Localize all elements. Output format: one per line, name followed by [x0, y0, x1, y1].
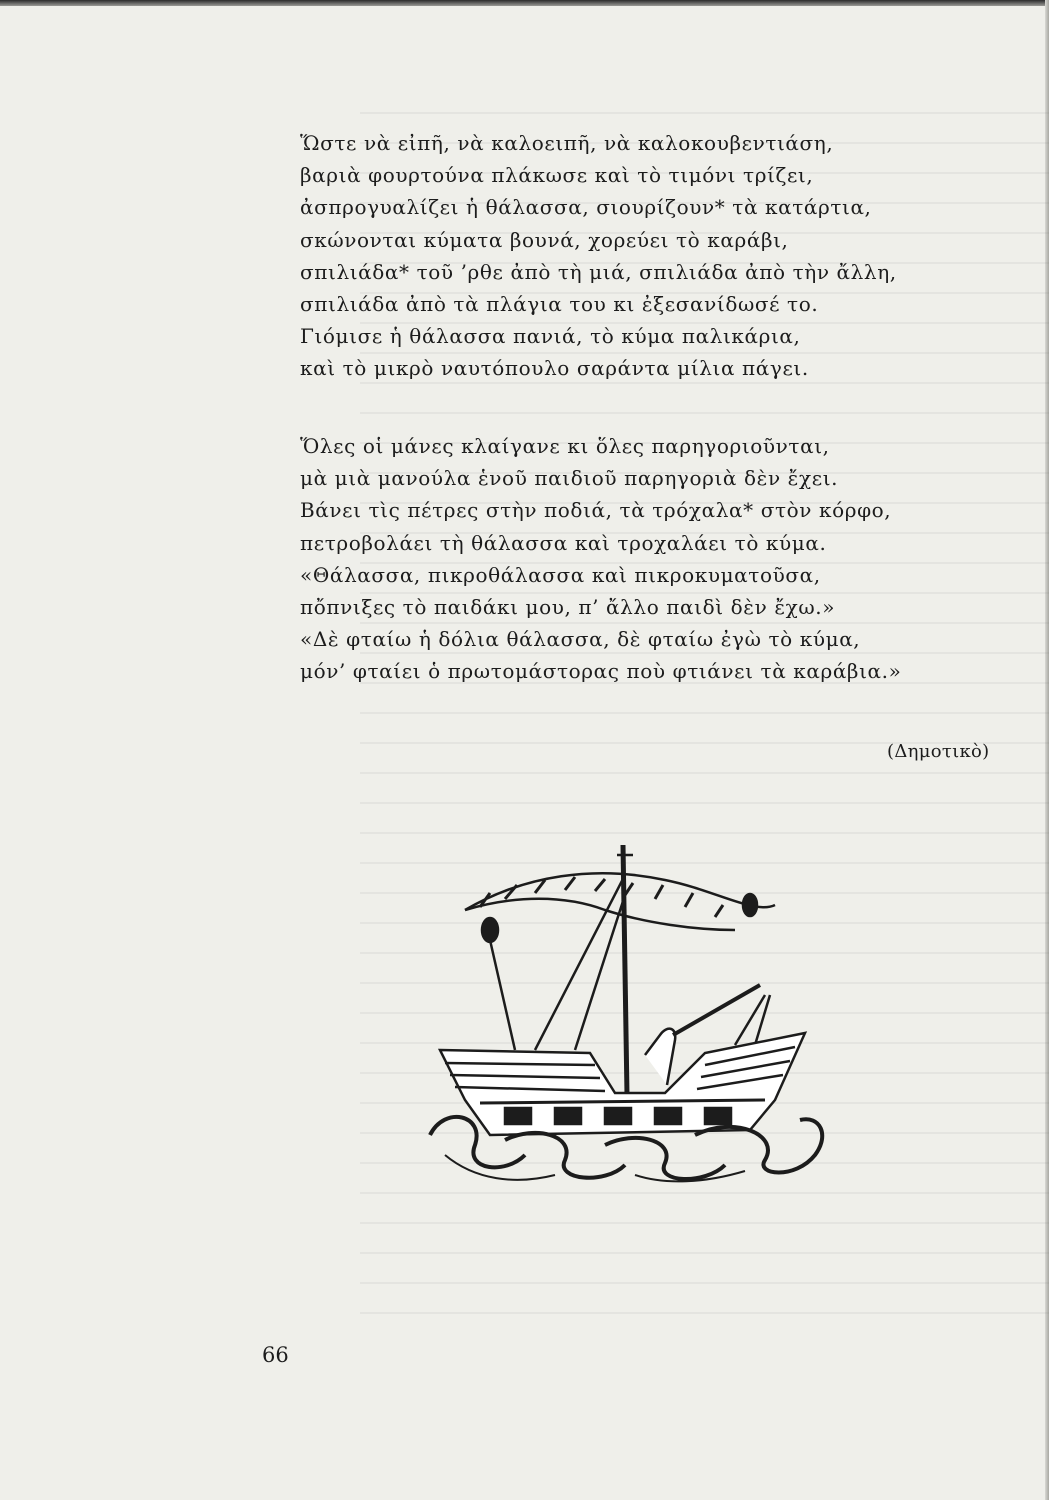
- poem-stanza-2: [300, 430, 1020, 688]
- verse-line: μόν’ φταίει ὁ πρωτομάστορας ποὺ φτιάνει τὰ καράβια.»: [300, 659, 902, 684]
- verse-line: σπιλιάδα ἀπὸ τὰ πλάγια του κι ἐξεσανίδωσέ το.: [300, 292, 819, 317]
- ship-illustration: [405, 835, 835, 1189]
- poem-attribution: (Δημοτικὸ): [887, 741, 990, 762]
- verse-line: Βάνει τὶς πέτρες στὴν ποδιά, τὰ τρόχαλα* στὸν κόρφο,: [300, 498, 892, 523]
- verse-line: πὄπνιξες τὸ παιδάκι μου, π’ ἄλλο παιδὶ δὲν ἔχω.»: [300, 595, 836, 620]
- verse-line: ἀσπρογυαλίζει ἡ θάλασσα, σιουρίζουν* τὰ κατάρτια,: [300, 195, 872, 220]
- verse-line: Γιόμισε ἡ θάλασσα πανιά, τὸ κύμα παλικάρια,: [300, 324, 801, 349]
- sailing-ship-on-waves-illustration: [405, 835, 835, 1185]
- verse-line: πετροβολάει τὴ θάλασσα καὶ τροχαλάει τὸ κύμα.: [300, 530, 827, 555]
- verse-line: «Δὲ φταίω ἡ δόλια θάλασσα, δὲ φταίω ἐγὼ τὸ κύμα,: [300, 627, 861, 652]
- verse-line: Ὥστε νὰ εἰπῆ, νὰ καλοειπῆ, νὰ καλοκουβεντιάση,: [300, 131, 834, 155]
- verse-line: καὶ τὸ μικρὸ ναυτόπουλο σαράντα μίλια πάγει.: [300, 356, 809, 381]
- page-number: 66: [262, 1343, 289, 1367]
- verse-line: βαριὰ φουρτούνα πλάκωσε καὶ τὸ τιμόνι τρίζει,: [300, 163, 814, 188]
- page-right-edge: [1045, 0, 1049, 1500]
- verse-line: σκώνονται κύματα βουνά, χορεύει τὸ καράβι,: [300, 227, 789, 252]
- verse-line: σπιλιάδα* τοῦ ’ρθε ἀπὸ τὴ μιά, σπιλιάδα ἀπὸ τὴν ἄλλη,: [300, 259, 897, 284]
- page-top-edge: [0, 0, 1049, 6]
- verse-line: μὰ μιὰ μανούλα ἑνοῦ παιδιοῦ παρηγοριὰ δὲν ἔχει.: [300, 466, 839, 491]
- verse-line: «Θάλασσα, πικροθάλασσα καὶ πικροκυματοῦσα,: [300, 562, 821, 587]
- verse-line: Ὅλες οἱ μάνες κλαίγανε κι ὅλες παρηγοριοῦνται,: [300, 434, 830, 458]
- poem-stanza-1: [300, 127, 1020, 385]
